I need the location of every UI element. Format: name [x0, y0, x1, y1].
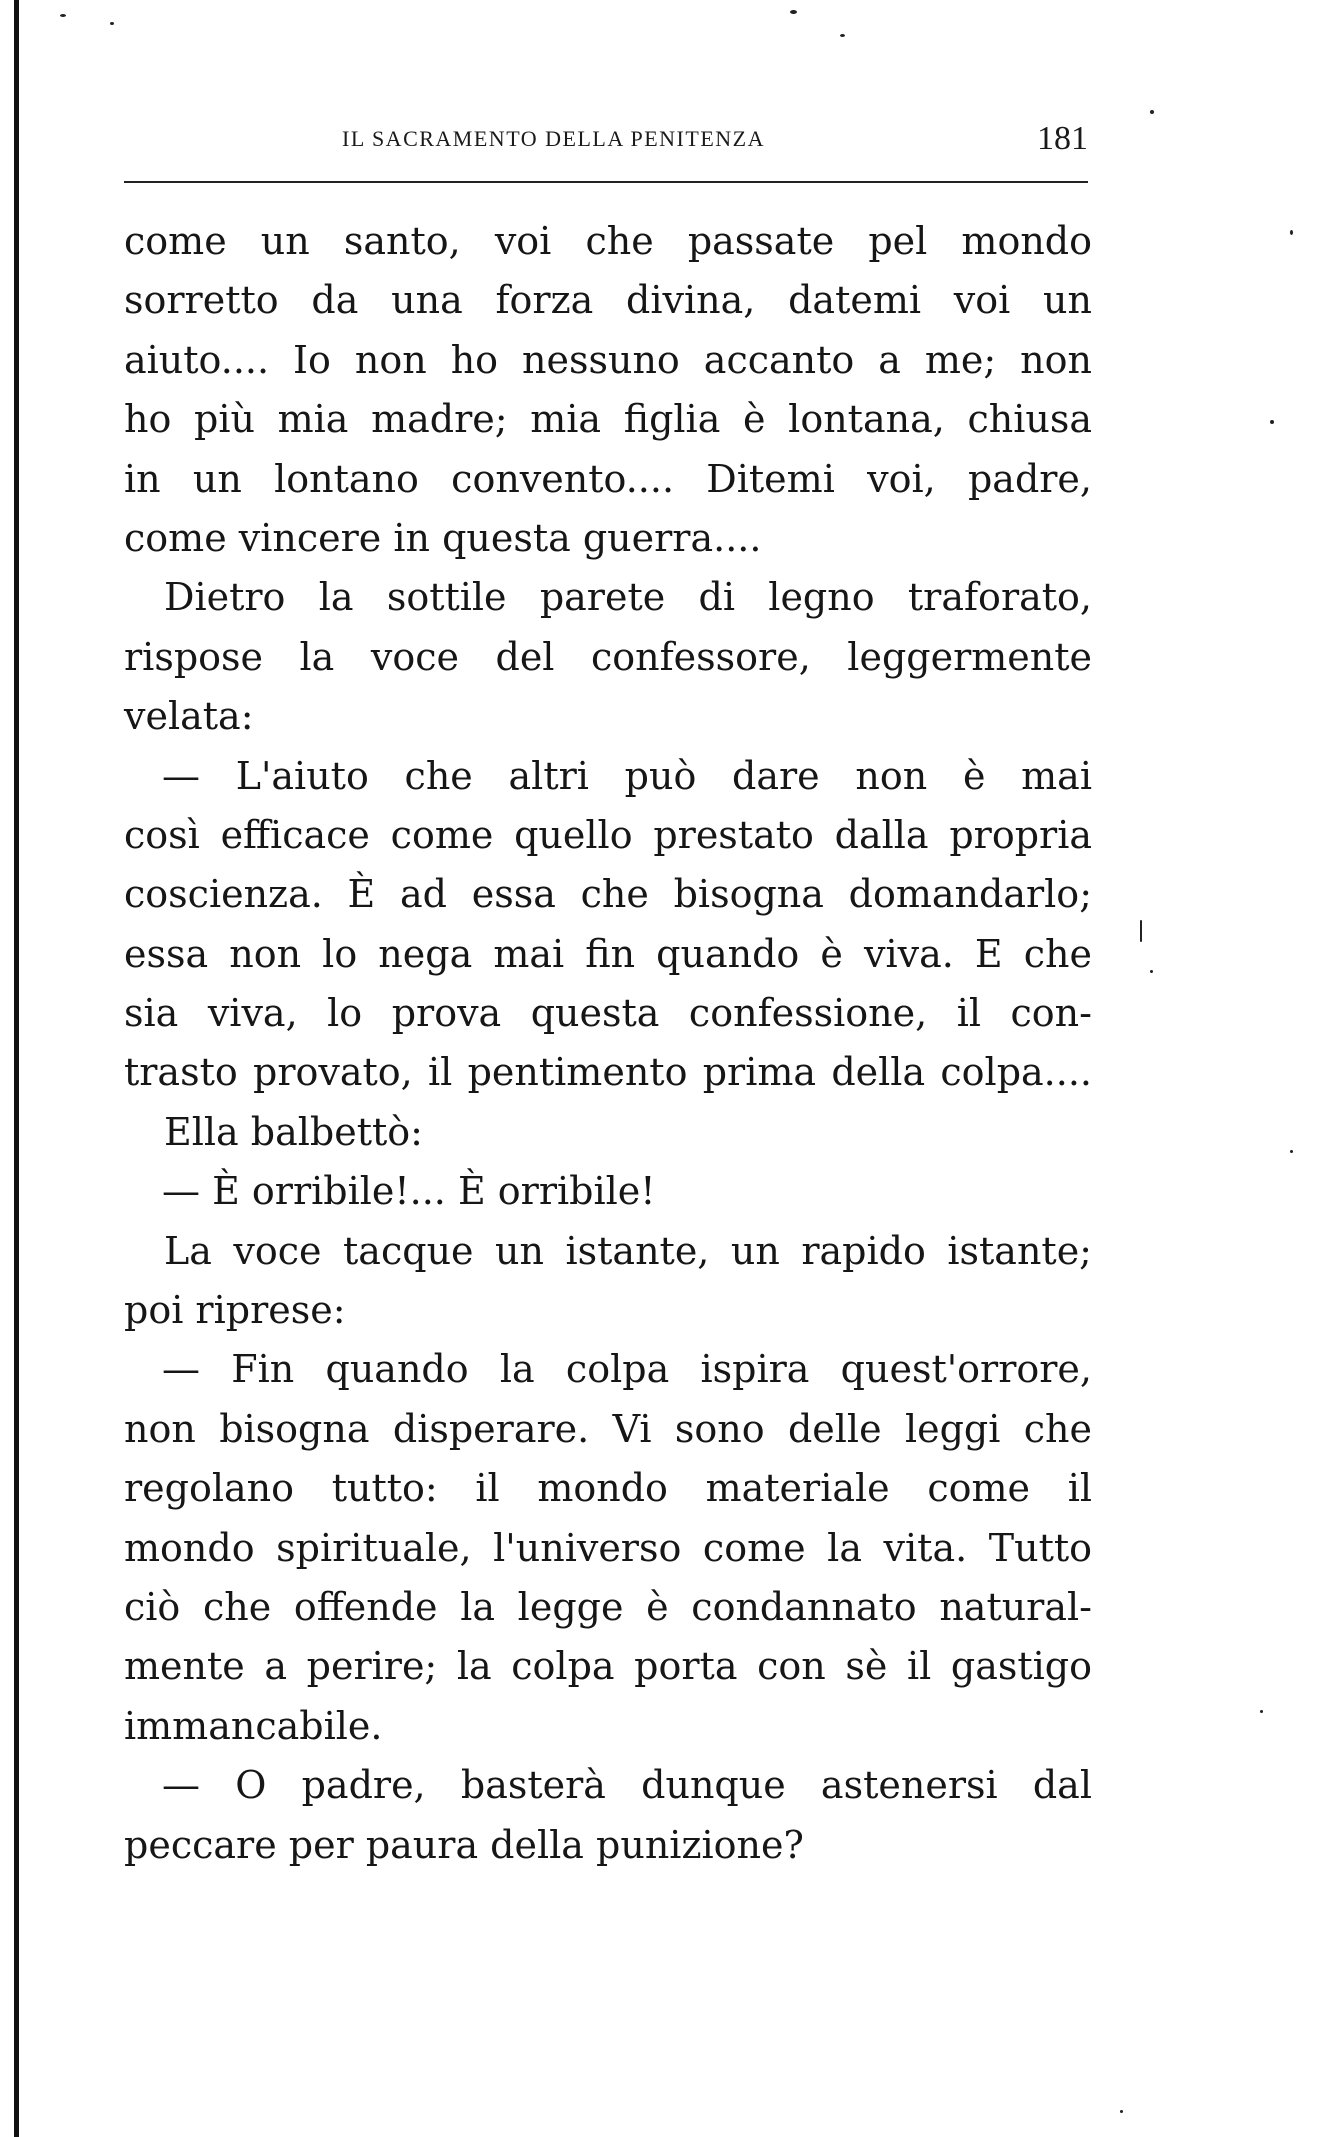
text-line: rispose la voce del confessore, leggermente: [124, 634, 1092, 679]
scan-speck: [1290, 230, 1293, 235]
running-head: [124, 120, 1088, 160]
text-line: ho più mia madre; mia figlia è lontana, chiusa: [124, 397, 1092, 442]
scan-speck: [1150, 110, 1154, 114]
scan-speck: [840, 34, 845, 37]
text-line: mente a perire; la colpa porta con sè il gastigo: [124, 1644, 1092, 1689]
text-line: mondo spirituale, l'universo come la vita. Tutto: [124, 1525, 1092, 1570]
text-line: non bisogna disperare. Vi sono delle leggi che: [124, 1406, 1092, 1451]
text-line: aiuto.... Io non ho nessuno accanto a me; non: [124, 337, 1092, 382]
scan-speck: [1290, 1150, 1293, 1153]
text-line: poi riprese:: [124, 1288, 346, 1333]
scan-speck: [1150, 970, 1153, 973]
text-line: sia viva, lo prova questa confessione, il con-: [124, 991, 1092, 1036]
text-line: in un lontano convento.... Ditemi voi, padre,: [124, 456, 1092, 501]
text-line: velata:: [124, 694, 254, 739]
text-line: essa non lo nega mai fin quando è viva. E che: [124, 931, 1092, 976]
text-line: ciò che offende la legge è condannato natural-: [124, 1584, 1092, 1629]
text-line: La voce tacque un istante, un rapido istante;: [164, 1228, 1092, 1273]
text-line: — È orribile!... È orribile!: [162, 1169, 656, 1214]
text-line: trasto provato, il pentimento prima della colpa....: [124, 1050, 1092, 1095]
text-line: Ella balbettò:: [164, 1109, 423, 1154]
running-title: IL SACRAMENTO DELLA PENITENZA: [342, 126, 765, 151]
text-line: — L'aiuto che altri può dare non è mai: [162, 753, 1092, 798]
scan-speck: [1260, 1710, 1263, 1713]
text-line: — O padre, basterà dunque astenersi dal: [162, 1763, 1092, 1808]
scan-speck: [1140, 920, 1142, 942]
text-line: come vincere in questa guerra....: [124, 515, 762, 560]
text-line: — Fin quando la colpa ispira quest'orrore,: [162, 1347, 1092, 1392]
scan-speck: [790, 10, 797, 14]
text-line: Dietro la sottile parete di legno traforato,: [164, 575, 1092, 620]
text-line: regolano tutto: il mondo materiale come il: [124, 1466, 1092, 1511]
text-line: come un santo, voi che passate pel mondo: [124, 219, 1092, 263]
body-text: [124, 212, 1092, 1875]
scan-speck: [60, 14, 66, 17]
binding-edge: [14, 0, 19, 2137]
header-rule: [124, 181, 1088, 183]
text-line: peccare per paura della punizione?: [124, 1822, 804, 1867]
text-line: così efficace come quello prestato dalla propria: [124, 812, 1092, 857]
text-line: immancabile.: [124, 1703, 383, 1748]
page-number: 181: [1037, 120, 1088, 157]
scan-speck: [110, 22, 114, 25]
scan-speck: [1270, 420, 1274, 424]
text-line: sorretto da una forza divina, datemi voi un: [124, 278, 1092, 323]
text-line: coscienza. È ad essa che bisogna domandarlo;: [124, 872, 1092, 917]
scan-speck: [1120, 2110, 1123, 2113]
